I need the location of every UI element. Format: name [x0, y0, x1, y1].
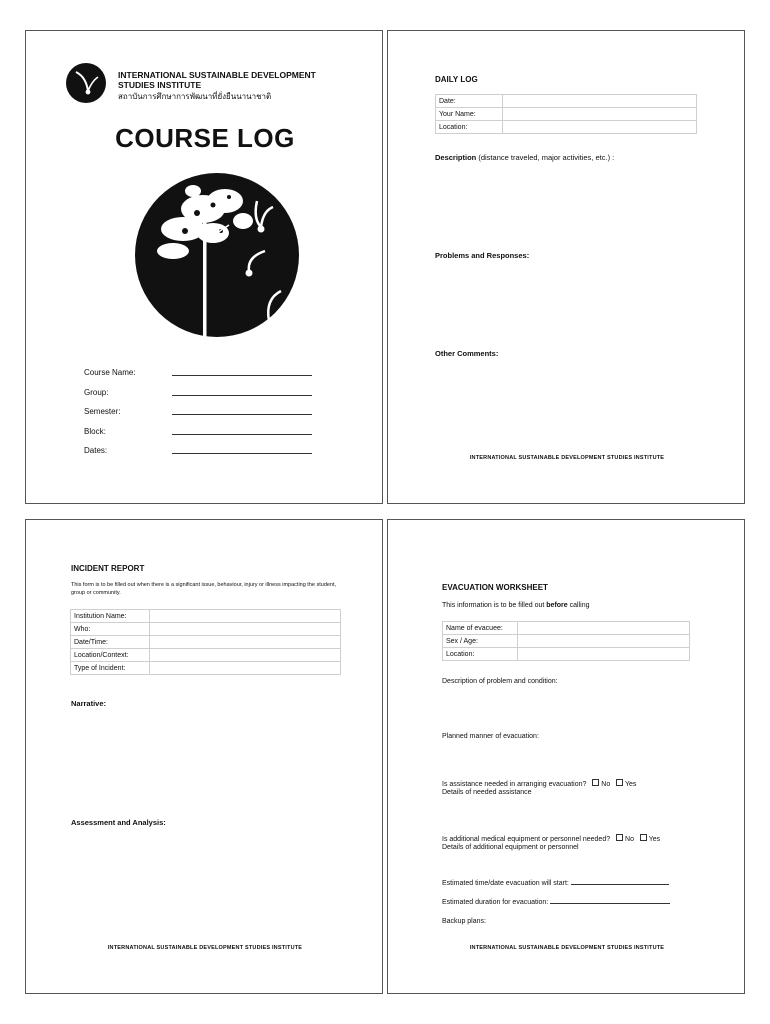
course-name-line[interactable]	[172, 375, 312, 376]
course-name-label: Course Name:	[84, 368, 136, 377]
daily-log-heading: DAILY LOG	[435, 75, 478, 84]
tree-emblem-icon	[133, 171, 301, 339]
assistance-no-checkbox[interactable]	[592, 779, 599, 786]
type-of-incident-label: Type of Incident:	[71, 662, 150, 675]
duration-line[interactable]	[550, 903, 670, 904]
location-field[interactable]	[503, 121, 697, 134]
location-context-field[interactable]	[150, 649, 341, 662]
evacuation-intro: This information is to be filled out before calling	[442, 602, 590, 609]
evacuation-heading: EVACUATION WORKSHEET	[442, 583, 548, 592]
table-row	[436, 95, 697, 108]
your-name-label: Your Name:	[436, 108, 503, 121]
who-field[interactable]	[150, 623, 341, 636]
start-time-row: Estimated time/date evacuation will start:	[442, 880, 669, 887]
incident-heading: INCIDENT REPORT	[71, 564, 145, 573]
page-footer: INTERNATIONAL SUSTAINABLE DEVELOPMENT STUDIES INSTITUTE	[469, 455, 665, 461]
backup-plans-label: Backup plans:	[442, 918, 486, 925]
location-label: Location:	[436, 121, 503, 134]
description-problem-label: Description of problem and condition:	[442, 678, 558, 685]
semester-line[interactable]	[172, 414, 312, 415]
table-row	[443, 648, 690, 661]
semester-label: Semester:	[84, 407, 121, 416]
table-row	[436, 121, 697, 134]
dates-label: Dates:	[84, 446, 108, 455]
page-title: COURSE LOG	[115, 123, 295, 153]
location-context-label: Location/Context:	[71, 649, 150, 662]
table-row	[71, 649, 341, 662]
assistance-details-label: Details of needed assistance	[442, 789, 532, 796]
evacuee-table	[442, 621, 690, 661]
table-row	[71, 636, 341, 649]
table-row	[71, 623, 341, 636]
daily-log-table	[435, 94, 697, 134]
block-label: Block:	[84, 427, 106, 436]
group-line[interactable]	[172, 395, 312, 396]
dates-line[interactable]	[172, 453, 312, 454]
org-name-thai: สถาบันการศึกษาการพัฒนาที่ยั่งยืนนานาชาติ	[118, 92, 272, 101]
sex-age-label: Sex / Age:	[443, 635, 518, 648]
your-name-field[interactable]	[503, 108, 697, 121]
incident-report-page	[25, 519, 383, 994]
incident-intro: This form is to be filled out when there is a significant issue, behaviour, injury or illness impacting the student, group or community.	[71, 582, 337, 596]
duration-row: Estimated duration for evacuation:	[442, 899, 670, 906]
evac-location-field[interactable]	[518, 648, 690, 661]
equipment-details-label: Details of additional equipment or personnel	[442, 844, 579, 851]
evacuation-worksheet-page	[387, 519, 745, 994]
evac-location-label: Location:	[443, 648, 518, 661]
equipment-question: Is additional medical equipment or personnel needed? No Yes	[442, 836, 661, 843]
org-name: INTERNATIONAL SUSTAINABLE DEVELOPMENT STUDIES INSTITUTE	[118, 70, 316, 90]
assistance-question: Is assistance needed in arranging evacuation? No Yes	[442, 781, 637, 788]
table-row	[71, 610, 341, 623]
institute-logo-icon	[66, 63, 106, 103]
problems-label: Problems and Responses:	[435, 251, 530, 260]
other-comments-label: Other Comments:	[435, 349, 499, 358]
incident-table	[70, 609, 341, 675]
equipment-no-checkbox[interactable]	[616, 834, 623, 841]
institution-name-label: Institution Name:	[71, 610, 150, 623]
evacuee-name-label: Name of evacuee:	[443, 622, 518, 635]
date-label: Date:	[436, 95, 503, 108]
narrative-label: Narrative:	[71, 699, 107, 708]
table-row	[436, 108, 697, 121]
table-row	[71, 662, 341, 675]
table-row	[443, 635, 690, 648]
group-label: Group:	[84, 388, 109, 397]
date-field[interactable]	[503, 95, 697, 108]
page-footer: INTERNATIONAL SUSTAINABLE DEVELOPMENT STUDIES INSTITUTE	[107, 945, 303, 951]
cover-page	[25, 30, 383, 504]
planned-evacuation-label: Planned manner of evacuation:	[442, 733, 539, 740]
daily-log-page	[387, 30, 745, 504]
sex-age-field[interactable]	[518, 635, 690, 648]
date-time-field[interactable]	[150, 636, 341, 649]
assistance-yes-checkbox[interactable]	[616, 779, 623, 786]
page-footer: INTERNATIONAL SUSTAINABLE DEVELOPMENT STUDIES INSTITUTE	[469, 945, 665, 951]
assessment-label: Assessment and Analysis:	[71, 818, 166, 827]
evacuee-name-field[interactable]	[518, 622, 690, 635]
block-line[interactable]	[172, 434, 312, 435]
who-label: Who:	[71, 623, 150, 636]
type-of-incident-field[interactable]	[150, 662, 341, 675]
table-row	[443, 622, 690, 635]
start-time-line[interactable]	[571, 884, 669, 885]
date-time-label: Date/Time:	[71, 636, 150, 649]
description-label: Description (distance traveled, major activities, etc.) :	[435, 153, 615, 162]
equipment-yes-checkbox[interactable]	[640, 834, 647, 841]
institution-name-field[interactable]	[150, 610, 341, 623]
